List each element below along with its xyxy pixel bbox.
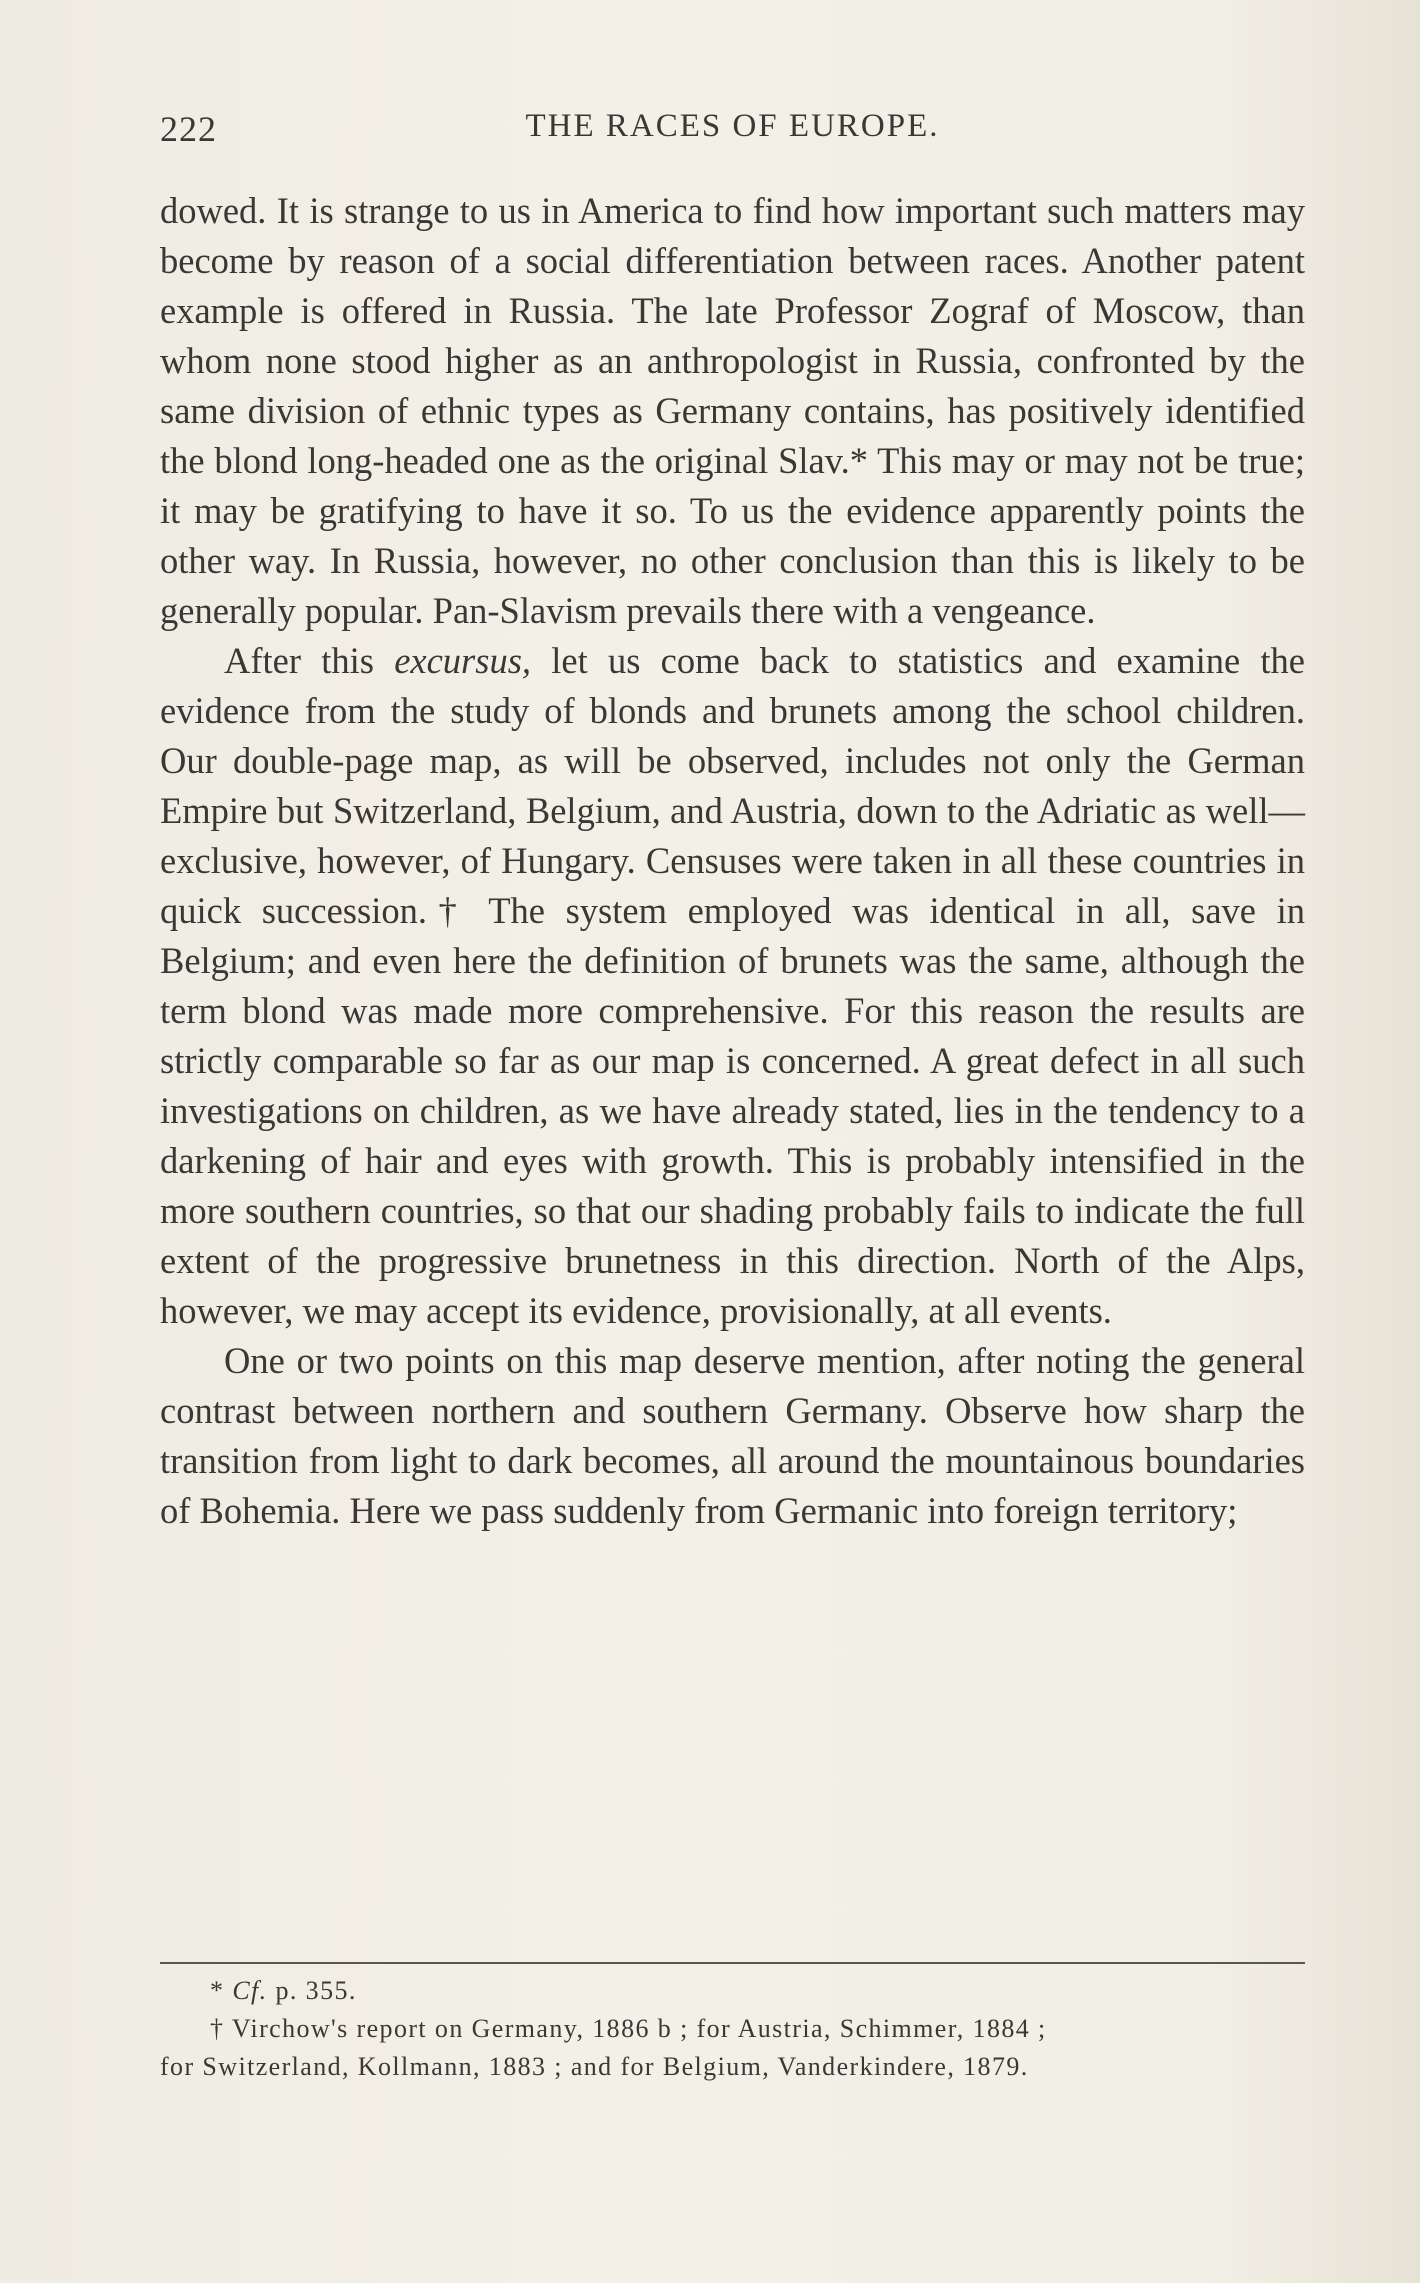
paragraph-2 (160, 636, 1305, 1336)
paragraph-2-rest: let us come back to statistics and examine the evidence from the study of blonds and brunets among the school children. Our double-page map, as will be observed, includes not only the German Empire but Switzerland, Belgium, and Austria, down to the Adriatic as well—exclusive, however, of Hungary. Censuses were taken in all these countries in quick succession.† The system employed was identical in all, save in Belgium; and even here the definition of brunets was the same, although the term blond was made more comprehensive. For this reason the results are strictly comparable so far as our map is concerned. A great defect in all such investigations on children, as we have already stated, lies in the tendency to a darkening of hair and eyes with growth. This is probably intensified in the more southern countries, so that our shading probably fails to indicate the full extent of the progressive brunetness in this direction. North of the Alps, however, we may accept its evidence, provisionally, at all events. (160, 640, 1305, 1331)
footnotes (160, 1972, 1305, 2086)
italic-excursus: excursus, (394, 640, 532, 681)
footnote-2 (160, 2010, 1305, 2086)
running-title: THE RACES OF EUROPE. (525, 108, 940, 144)
footnote-divider (160, 1962, 1305, 1964)
footnote-2-line-2: for Switzerland, Kollmann, 1883 ; and for Belgium, Vanderkindere, 1879. (160, 2052, 1029, 2081)
paragraph-2-start: After this (224, 640, 395, 681)
footnote-2-line-1: † Virchow's report on Germany, 1886 b ; for Austria, Schimmer, 1884 ; (210, 2014, 1047, 2043)
footnote-1-mark: * (210, 1976, 233, 2005)
page-number: 222 (160, 109, 217, 149)
body-text (160, 186, 1305, 1536)
footnote-1 (160, 1972, 1305, 2010)
paragraph-3: One or two points on this map deserve mention, after noting the general contrast between northern and southern Germany. Observe how sharp the transition from light to dark becomes, all around the mountainous boundaries of Bohemia. Here we pass suddenly from Germanic into foreign territory; (160, 1340, 1305, 1531)
running-head (160, 108, 1305, 158)
paragraph-1: dowed. It is strange to us in America to find how important such matters may become by reason of a social differentiation between races. Another patent example is offered in Russia. The late Professor Zograf of Moscow, than whom none stood higher as an anthropologist in Russia, confronted by the same division of ethnic types as Germany contains, has positively identified the blond long-headed one as the original Slav.* This may or may not be true; it may be gratifying to have it so. To us the evidence apparently points the other way. In Russia, however, no other conclusion than this is likely to be generally popular. Pan-Slavism prevails there with a vengeance. (160, 190, 1305, 631)
footnote-1-cf: Cf. (232, 1976, 268, 2005)
footnote-1-text: p. 355. (267, 1976, 357, 2005)
